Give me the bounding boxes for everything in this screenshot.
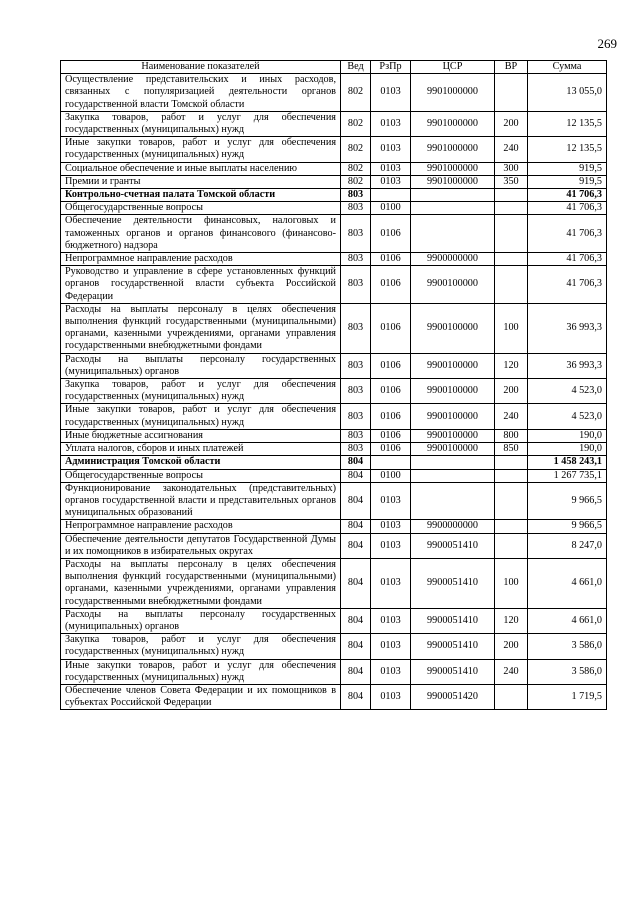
cell-csr: 9900100000 <box>411 379 495 404</box>
cell-rzpr: 0103 <box>371 558 411 608</box>
cell-csr <box>411 189 495 202</box>
cell-csr: 9900051410 <box>411 659 495 684</box>
cell-name: Обеспечение членов Совета Федерации и их помощников в субъектах Российской Федерации <box>61 684 341 709</box>
table-row <box>61 189 607 202</box>
header-name: Наименование показателей <box>61 61 341 74</box>
cell-csr: 9900051410 <box>411 634 495 659</box>
table-row <box>61 456 607 469</box>
cell-sum: 41 706,3 <box>528 253 607 266</box>
cell-sum: 1 458 243,1 <box>528 456 607 469</box>
cell-csr: 9900100000 <box>411 303 495 353</box>
table-row <box>61 429 607 442</box>
table-row <box>61 659 607 684</box>
page-number: 269 <box>597 36 617 51</box>
cell-csr: 9900051410 <box>411 608 495 633</box>
cell-vr: 120 <box>495 608 528 633</box>
cell-ved: 804 <box>341 520 371 533</box>
cell-sum: 4 523,0 <box>528 404 607 429</box>
cell-rzpr: 0103 <box>371 533 411 558</box>
table-row <box>61 162 607 175</box>
table-row <box>61 608 607 633</box>
header-sum: Сумма <box>528 61 607 74</box>
cell-csr: 9901000000 <box>411 175 495 188</box>
cell-csr: 9900100000 <box>411 429 495 442</box>
cell-vr: 120 <box>495 353 528 378</box>
cell-name: Контрольно-счетная палата Томской области <box>61 189 341 202</box>
cell-name: Социальное обеспечение и иные выплаты населению <box>61 162 341 175</box>
budget-table <box>60 60 607 710</box>
cell-sum: 41 706,3 <box>528 215 607 253</box>
cell-name: Непрограммное направление расходов <box>61 253 341 266</box>
cell-csr: 9901000000 <box>411 162 495 175</box>
cell-vr: 200 <box>495 379 528 404</box>
cell-rzpr: 0106 <box>371 404 411 429</box>
cell-vr <box>495 74 528 112</box>
cell-name: Расходы на выплаты персоналу в целях обеспечения выполнения функций государственными (муниципальными) органами, казенными учреждениями, органами управления государственными внебюджетными фондами <box>61 558 341 608</box>
cell-vr <box>495 266 528 304</box>
cell-vr: 100 <box>495 558 528 608</box>
cell-csr: 9900100000 <box>411 443 495 456</box>
cell-sum: 4 661,0 <box>528 608 607 633</box>
table-row <box>61 303 607 353</box>
cell-rzpr <box>371 456 411 469</box>
cell-ved: 803 <box>341 189 371 202</box>
cell-csr: 9900051410 <box>411 533 495 558</box>
cell-vr: 850 <box>495 443 528 456</box>
cell-rzpr: 0106 <box>371 266 411 304</box>
header-rzpr: РзПр <box>371 61 411 74</box>
cell-sum: 41 706,3 <box>528 189 607 202</box>
cell-csr: 9900051410 <box>411 558 495 608</box>
table-body <box>61 74 607 710</box>
header-ved: Вед <box>341 61 371 74</box>
cell-rzpr: 0100 <box>371 202 411 215</box>
cell-name: Расходы на выплаты персоналу в целях обеспечения выполнения функций государственными (муниципальными) органами, казенными учреждениями, органами управления государственными внебюджетными фондами <box>61 303 341 353</box>
cell-csr: 9901000000 <box>411 137 495 162</box>
table-row <box>61 404 607 429</box>
cell-name: Администрация Томской области <box>61 456 341 469</box>
cell-rzpr: 0100 <box>371 469 411 482</box>
cell-sum: 9 966,5 <box>528 520 607 533</box>
cell-vr <box>495 202 528 215</box>
cell-vr: 800 <box>495 429 528 442</box>
cell-ved: 804 <box>341 469 371 482</box>
cell-vr: 350 <box>495 175 528 188</box>
cell-vr <box>495 684 528 709</box>
cell-ved: 803 <box>341 215 371 253</box>
cell-vr: 240 <box>495 137 528 162</box>
table-row <box>61 379 607 404</box>
table-row <box>61 74 607 112</box>
cell-sum: 1 267 735,1 <box>528 469 607 482</box>
cell-vr <box>495 469 528 482</box>
cell-ved: 802 <box>341 74 371 112</box>
table-row <box>61 684 607 709</box>
cell-ved: 803 <box>341 443 371 456</box>
cell-rzpr: 0106 <box>371 443 411 456</box>
cell-csr <box>411 215 495 253</box>
cell-vr: 200 <box>495 634 528 659</box>
cell-ved: 803 <box>341 266 371 304</box>
cell-rzpr: 0103 <box>371 520 411 533</box>
cell-sum: 8 247,0 <box>528 533 607 558</box>
cell-vr <box>495 253 528 266</box>
cell-rzpr <box>371 189 411 202</box>
cell-ved: 802 <box>341 175 371 188</box>
cell-rzpr: 0106 <box>371 379 411 404</box>
cell-rzpr: 0103 <box>371 482 411 520</box>
cell-rzpr: 0103 <box>371 659 411 684</box>
cell-name: Общегосударственные вопросы <box>61 202 341 215</box>
cell-vr <box>495 533 528 558</box>
cell-name: Расходы на выплаты персоналу государственных (муниципальных) органов <box>61 353 341 378</box>
cell-name: Закупка товаров, работ и услуг для обеспечения государственных (муниципальных) нужд <box>61 111 341 136</box>
cell-name: Непрограммное направление расходов <box>61 520 341 533</box>
cell-csr <box>411 482 495 520</box>
cell-name: Премии и гранты <box>61 175 341 188</box>
cell-name: Иные закупки товаров, работ и услуг для обеспечения государственных (муниципальных) нужд <box>61 659 341 684</box>
cell-ved: 804 <box>341 608 371 633</box>
cell-csr <box>411 202 495 215</box>
cell-sum: 3 586,0 <box>528 634 607 659</box>
cell-name: Руководство и управление в сфере установленных функций органов государственной власти субъекта Российской Федерации <box>61 266 341 304</box>
cell-ved: 804 <box>341 634 371 659</box>
cell-name: Уплата налогов, сборов и иных платежей <box>61 443 341 456</box>
cell-name: Расходы на выплаты персоналу государственных (муниципальных) органов <box>61 608 341 633</box>
cell-csr <box>411 469 495 482</box>
cell-vr: 300 <box>495 162 528 175</box>
cell-sum: 12 135,5 <box>528 137 607 162</box>
table-row <box>61 520 607 533</box>
header-vr: ВР <box>495 61 528 74</box>
cell-vr: 200 <box>495 111 528 136</box>
cell-ved: 803 <box>341 404 371 429</box>
cell-vr <box>495 189 528 202</box>
cell-csr: 9900051420 <box>411 684 495 709</box>
cell-sum: 4 523,0 <box>528 379 607 404</box>
cell-sum: 13 055,0 <box>528 74 607 112</box>
cell-ved: 803 <box>341 429 371 442</box>
cell-name: Иные закупки товаров, работ и услуг для обеспечения государственных (муниципальных) нужд <box>61 404 341 429</box>
cell-ved: 804 <box>341 558 371 608</box>
cell-sum: 190,0 <box>528 443 607 456</box>
cell-name: Закупка товаров, работ и услуг для обеспечения государственных (муниципальных) нужд <box>61 634 341 659</box>
cell-rzpr: 0103 <box>371 684 411 709</box>
cell-rzpr: 0103 <box>371 175 411 188</box>
cell-sum: 12 135,5 <box>528 111 607 136</box>
cell-name: Иные бюджетные ассигнования <box>61 429 341 442</box>
cell-sum: 1 719,5 <box>528 684 607 709</box>
cell-name: Иные закупки товаров, работ и услуг для обеспечения государственных (муниципальных) нужд <box>61 137 341 162</box>
cell-vr <box>495 520 528 533</box>
cell-sum: 36 993,3 <box>528 353 607 378</box>
cell-ved: 804 <box>341 684 371 709</box>
cell-ved: 804 <box>341 533 371 558</box>
table-row <box>61 353 607 378</box>
cell-vr: 240 <box>495 659 528 684</box>
cell-sum: 41 706,3 <box>528 266 607 304</box>
table-row <box>61 215 607 253</box>
table-row <box>61 266 607 304</box>
cell-name: Общегосударственные вопросы <box>61 469 341 482</box>
cell-rzpr: 0106 <box>371 253 411 266</box>
cell-csr: 9900000000 <box>411 520 495 533</box>
cell-ved: 803 <box>341 379 371 404</box>
table-row <box>61 202 607 215</box>
cell-csr: 9900100000 <box>411 266 495 304</box>
cell-rzpr: 0103 <box>371 74 411 112</box>
cell-ved: 804 <box>341 456 371 469</box>
table-row <box>61 533 607 558</box>
cell-ved: 803 <box>341 202 371 215</box>
cell-name: Закупка товаров, работ и услуг для обеспечения государственных (муниципальных) нужд <box>61 379 341 404</box>
cell-rzpr: 0103 <box>371 634 411 659</box>
table-row <box>61 469 607 482</box>
cell-sum: 190,0 <box>528 429 607 442</box>
cell-vr <box>495 456 528 469</box>
cell-rzpr: 0106 <box>371 215 411 253</box>
cell-ved: 803 <box>341 253 371 266</box>
cell-ved: 803 <box>341 353 371 378</box>
cell-csr <box>411 456 495 469</box>
cell-rzpr: 0103 <box>371 137 411 162</box>
cell-ved: 802 <box>341 111 371 136</box>
cell-rzpr: 0103 <box>371 111 411 136</box>
cell-name: Осуществление представительских и иных расходов, связанных с популяризацией деятельности органов государственной власти Томской области <box>61 74 341 112</box>
cell-vr <box>495 482 528 520</box>
header-csr: ЦСР <box>411 61 495 74</box>
cell-vr: 100 <box>495 303 528 353</box>
table-row <box>61 558 607 608</box>
table-row <box>61 175 607 188</box>
cell-csr: 9900000000 <box>411 253 495 266</box>
cell-csr: 9900100000 <box>411 353 495 378</box>
cell-csr: 9901000000 <box>411 74 495 112</box>
cell-sum: 3 586,0 <box>528 659 607 684</box>
cell-rzpr: 0106 <box>371 429 411 442</box>
table-row <box>61 634 607 659</box>
table-row <box>61 443 607 456</box>
cell-rzpr: 0106 <box>371 303 411 353</box>
table-header-row <box>61 61 607 74</box>
cell-rzpr: 0106 <box>371 353 411 378</box>
table-row <box>61 253 607 266</box>
cell-sum: 41 706,3 <box>528 202 607 215</box>
table-row <box>61 137 607 162</box>
cell-name: Обеспечение деятельности депутатов Государственной Думы и их помощников в избирательных округах <box>61 533 341 558</box>
cell-csr: 9901000000 <box>411 111 495 136</box>
cell-name: Обеспечение деятельности финансовых, налоговых и таможенных органов и органов финансового (финансово-бюджетного) надзора <box>61 215 341 253</box>
cell-ved: 804 <box>341 482 371 520</box>
cell-sum: 36 993,3 <box>528 303 607 353</box>
cell-name: Функционирование законодательных (представительных) органов государственной власти и представительных органов муниципальных образований <box>61 482 341 520</box>
cell-ved: 802 <box>341 162 371 175</box>
cell-sum: 9 966,5 <box>528 482 607 520</box>
cell-sum: 4 661,0 <box>528 558 607 608</box>
table-row <box>61 111 607 136</box>
cell-ved: 803 <box>341 303 371 353</box>
cell-sum: 919,5 <box>528 175 607 188</box>
cell-rzpr: 0103 <box>371 608 411 633</box>
cell-vr <box>495 215 528 253</box>
cell-csr: 9900100000 <box>411 404 495 429</box>
table-row <box>61 482 607 520</box>
cell-sum: 919,5 <box>528 162 607 175</box>
cell-vr: 240 <box>495 404 528 429</box>
cell-ved: 802 <box>341 137 371 162</box>
cell-ved: 804 <box>341 659 371 684</box>
cell-rzpr: 0103 <box>371 162 411 175</box>
